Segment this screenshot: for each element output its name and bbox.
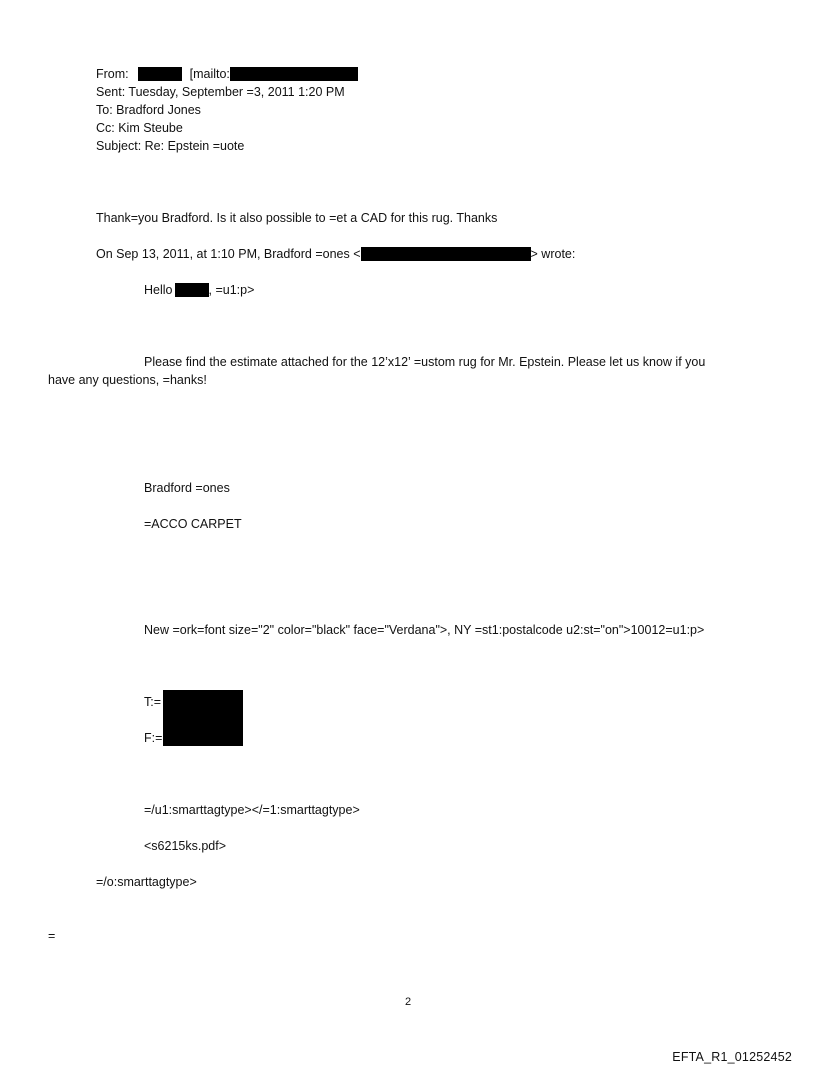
quote-intro — [96, 246, 575, 262]
address-line: New =ork=font size="2" color="black" face="Verdana">, NY =st1:postalcode u2:st="on">10012=u1:p> — [144, 623, 705, 637]
fax-label: F:= — [144, 731, 163, 745]
page-number: 2 — [404, 996, 412, 1008]
greeting-suffix: , =u1:p> — [208, 283, 255, 297]
redacted-sender-name — [138, 67, 182, 81]
smarttag-line-1: =/u1:smarttagtype></=1:smarttagtype> — [144, 803, 360, 817]
document-id: EFTA_R1_01252452 — [672, 1050, 792, 1064]
estimate-line-1: Please find the estimate attached for the 12’x12’ =ustom rug for Mr. Epstein. Please let us know if you — [144, 355, 706, 369]
sent-line: Sent: Tuesday, September =3, 2011 1:20 PM — [96, 85, 345, 99]
redacted-recipient-name — [175, 283, 209, 297]
redacted-quoted-email — [361, 247, 531, 261]
quote-intro-suffix: > wrote: — [530, 247, 576, 261]
redacted-sender-email — [230, 67, 358, 81]
cc-line: Cc: Kim Steube — [96, 121, 183, 135]
greeting-line — [144, 282, 254, 298]
attachment-name: <s6215ks.pdf> — [144, 839, 227, 853]
estimate-line-2: have any questions, =hanks! — [48, 373, 207, 387]
quote-intro-prefix: On Sep 13, 2011, at 1:10 PM, Bradford =ones < — [96, 247, 361, 261]
signature-company: =ACCO CARPET — [144, 517, 242, 531]
to-line: To: Bradford Jones — [96, 103, 201, 117]
reply-text: Thank=you Bradford. Is it also possible to =et a CAD for this rug. Thanks — [96, 211, 498, 225]
subject-line: Subject: Re: Epstein =uote — [96, 139, 245, 153]
mailto-label: [mailto: — [189, 67, 230, 81]
tel-label: T:= — [144, 695, 162, 709]
from-label: From: — [96, 67, 129, 81]
redacted-phone-numbers — [163, 690, 243, 746]
from-line — [96, 66, 358, 82]
signature-name: Bradford =ones — [144, 481, 230, 495]
smarttag-line-2: =/o:smarttagtype> — [96, 875, 197, 889]
stray-equals: = — [48, 929, 56, 943]
greeting-prefix: Hello — [144, 283, 173, 297]
